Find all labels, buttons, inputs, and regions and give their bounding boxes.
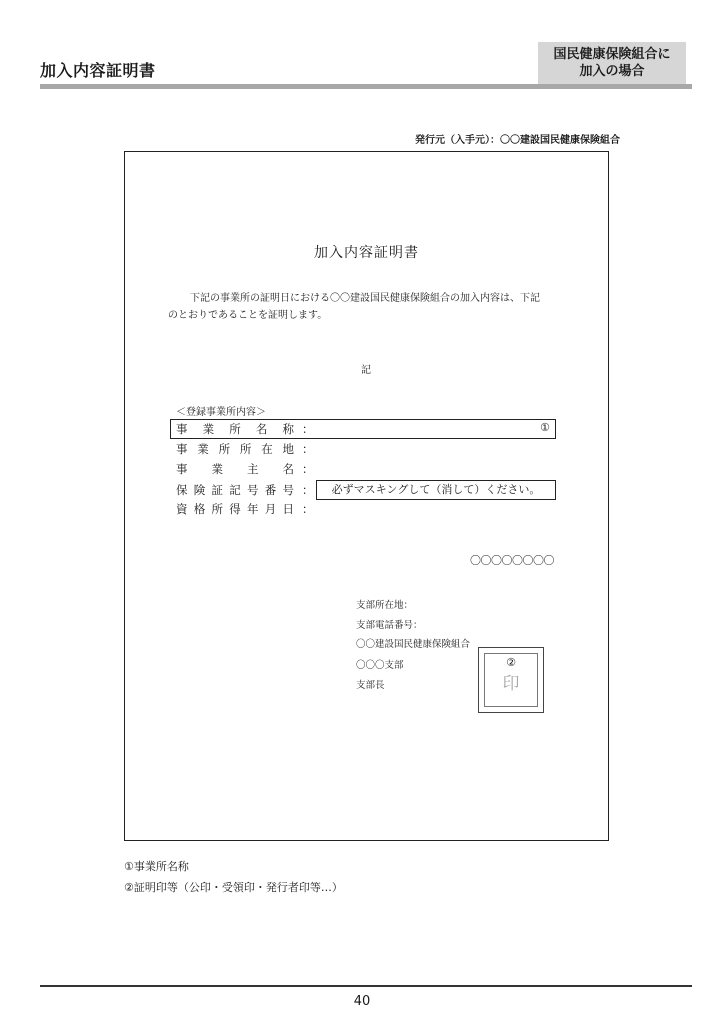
field-colon: ： (302, 483, 314, 497)
field-label-char: 事 (176, 462, 188, 476)
page-title: 加入内容証明書 (40, 61, 156, 80)
header-divider (40, 84, 692, 89)
note-line-1: ①事業所名称 (124, 860, 189, 873)
field-row-business-name (176, 420, 314, 438)
field-label (176, 440, 294, 458)
field-colon: ： (302, 462, 314, 476)
footer-divider (40, 985, 692, 987)
field-label-char: 保 (176, 483, 188, 497)
field-row-owner-name (176, 460, 314, 478)
branch-address-label: 支部所在地： (356, 600, 414, 611)
field-label-char: 日 (282, 502, 294, 516)
field-label (176, 420, 294, 438)
date-placeholder: 〇〇〇〇〇〇〇〇 (470, 554, 554, 567)
field-label-char: 所 (239, 442, 252, 456)
field-label-char: 号 (282, 483, 294, 497)
field-label-char: 号 (247, 483, 259, 497)
note-line-2: ②証明印等（公印・受領印・発行者印等…） (124, 881, 343, 894)
field-label-char: 業 (211, 462, 223, 476)
field-label-char: 名 (282, 462, 294, 476)
field-label-char: 在 (261, 442, 273, 456)
certificate-body-line-2: のとおりであることを証明します。 (168, 310, 328, 321)
category-tab-line-1: 国民健康保険組合に (553, 47, 671, 62)
field-label-char: 所 (211, 502, 223, 516)
field-label-char: 称 (282, 422, 294, 436)
field-label-char: 番 (264, 483, 277, 497)
field-label-char: 業 (197, 442, 209, 456)
field-label-char: 資 (176, 502, 188, 516)
field-label-char: 事 (176, 442, 188, 456)
seal-note-marker: ② (506, 656, 516, 669)
field-label-char: 主 (247, 462, 259, 476)
ki-mark: 記 (361, 365, 371, 376)
field-label (176, 460, 294, 478)
field-label-char: 所 (229, 422, 241, 436)
association-name: 〇〇建設国民健康保険組合 (356, 639, 471, 650)
branch-phone-label: 支部電話番号： (356, 620, 423, 631)
field-row-business-address (176, 440, 314, 458)
certificate-body (168, 290, 568, 324)
section-heading: ＜登録事業所内容＞ (176, 407, 266, 418)
field-label-char: 名 (255, 422, 268, 436)
field-label (176, 500, 294, 518)
field-label-char: 記 (229, 483, 241, 497)
issuer-line: 発行元（入手元）：〇〇建設国民健康保険組合 (415, 135, 620, 146)
field-label-char: 所 (218, 442, 231, 456)
field-label-char: 業 (202, 422, 215, 436)
category-tab-line-2: 加入の場合 (579, 64, 645, 79)
field-label-char: 得 (229, 502, 241, 516)
field-row-acquisition-date (176, 500, 314, 518)
field-label-char: 年 (247, 502, 259, 516)
field-label-char: 格 (193, 502, 206, 516)
seal-stamp-icon: 印 (502, 674, 520, 694)
field-row-insurance-number (176, 481, 314, 499)
field-label-char: 月 (264, 502, 277, 516)
branch-name: 〇〇〇支部 (356, 660, 404, 671)
field-label (176, 481, 294, 499)
masking-notice-box: 必ずマスキングして（消して）ください。 (316, 480, 556, 500)
category-tab (538, 42, 686, 84)
field-colon: ： (302, 422, 314, 436)
field-label-char: 事 (176, 422, 188, 436)
page-number: 40 (353, 994, 371, 1009)
note-marker-1: ① (540, 421, 550, 434)
field-colon: ： (302, 442, 314, 456)
certificate-body-line-1: 下記の事業所の証明日における〇〇建設国民健康保険組合の加入内容は、下記 (190, 293, 540, 304)
field-colon: ： (302, 502, 314, 516)
field-label-char: 地 (282, 442, 294, 456)
branch-manager-label: 支部長 (356, 680, 385, 691)
field-label-char: 証 (211, 483, 223, 497)
certificate-title: 加入内容証明書 (314, 245, 419, 261)
field-label-char: 険 (193, 483, 206, 497)
